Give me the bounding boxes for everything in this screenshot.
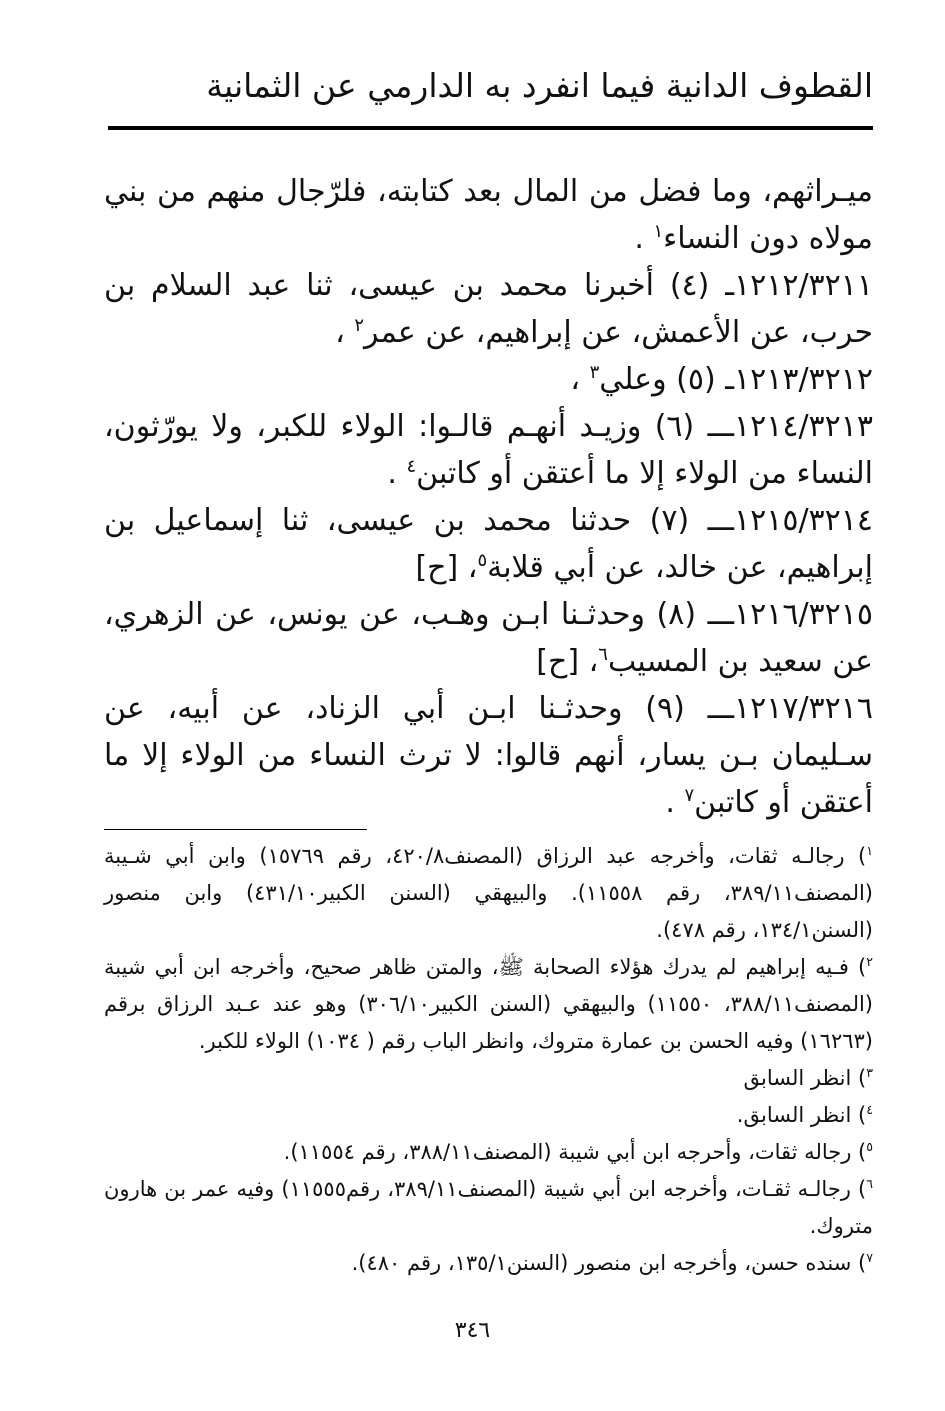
hadith-3215	[104, 591, 873, 685]
footnote-text: ) رجالـه ثقات، وأخرجه عبد الرزاق (المصنف٤٢٠/٨، رقم ١٥٧٦٩) وابن أبي شـيبة (المصنف٣٨٩/١١، رقم ١١٥٥٨). والبيهقي (السنن الكبير٤٣١/١٠) وابن منصور (السنن١٣٤/١، رقم ٤٧٨).	[104, 844, 873, 942]
running-header: القطوف الدانية فيما انفرد به الدارمي عن الثمانية	[206, 66, 873, 105]
footnote-ref: ٤	[406, 456, 417, 477]
paragraph-text: ١٢١٦/٣٢١٥ـــ (٨) وحدثـنا ابـن وهـب، عن يونس، عن الزهري، عن سعيد بن المسيب	[104, 597, 873, 679]
footnote-number: ٤	[866, 1102, 873, 1117]
footnote-text: ) انظر السابق.	[736, 1103, 867, 1127]
paragraph-text: ١٢١٣/٣٢١٢ـ (٥) وعلي	[599, 362, 873, 397]
footnote-6	[104, 1171, 873, 1245]
hadith-3213	[104, 403, 873, 497]
footnote-5	[104, 1134, 873, 1171]
paragraph-text: ١٢١٢/٣٢١١ـ (٤) أخبرنا محمد بن عيسى، ثنا عبد السلام بن حرب، عن الأعمش، عن إبراهيم، عن عمر	[104, 268, 874, 350]
paragraph-tail: ، [ح]	[536, 644, 599, 679]
footnote-1	[104, 838, 873, 949]
paragraph-tail: ،	[335, 315, 345, 350]
footnote-text: ) فـيه إبراهيم لم يدرك هؤلاء الصحابة ﷺ، والمتن ظاهر صحيح، وأخرجه ابن أبي شيبة (المصنف٣٨٨/١١، ١١٥٥٠) والبيهقي (السنن الكبير٣٠٦/١٠) وهو عند عـبد الرزاق برقم (١٦٢٦٣) وفيه الحسن بن عمارة متروك، وانظر الباب رقم ( ١٠٣٤) الولاء للكبر.	[104, 955, 873, 1053]
footnote-ref: ١	[653, 221, 664, 242]
footnote-number: ٧	[866, 1250, 873, 1265]
footnote-number: ٦	[866, 1176, 873, 1191]
paragraph-tail: .	[665, 785, 675, 820]
footnote-text: ) انظر السابق	[743, 1066, 867, 1090]
footnote-ref: ٦	[598, 644, 608, 665]
footnote-number: ٣	[866, 1065, 873, 1080]
footnotes	[104, 838, 873, 1282]
paragraph-text: ميـراثهم، وما فضل من المال بعد كتابته، فلرّجال منهم من بني مولاه دون النساء	[104, 174, 873, 256]
header-rule	[108, 126, 873, 130]
hadith-3212	[104, 356, 873, 403]
footnote-text: ) رجاله ثقات، وأحرجه ابن أبي شيبة (المصنف٣٨٨/١١، رقم ١١٥٥٤).	[283, 1140, 867, 1164]
hadith-3211	[104, 262, 873, 356]
footnote-4	[104, 1097, 873, 1134]
hadith-3214	[104, 497, 873, 591]
footnote-ref: ٢	[354, 315, 365, 336]
footnote-text: ) سنده حسن، وأخرجه ابن منصور (السنن١٣٥/١، رقم ٤٨٠).	[351, 1251, 867, 1275]
footnote-separator	[104, 829, 367, 830]
paragraph-text: ١٢١٥/٣٢١٤ـــ (٧) حدثنا محمد بن عيسى، ثنا إسماعيل بن إبراهيم، عن خالد، عن أبي قلابة	[104, 503, 874, 585]
footnote-ref: ٧	[684, 785, 695, 806]
page-number: ٣٤٦	[454, 1318, 491, 1343]
footnote-number: ١	[866, 843, 873, 858]
paragraph-1	[104, 168, 873, 262]
footnote-7	[104, 1245, 873, 1282]
main-text	[104, 168, 873, 826]
hadith-3216	[104, 685, 873, 826]
footnote-ref: ٣	[589, 362, 600, 383]
paragraph-tail: .	[387, 456, 397, 491]
footnote-3	[104, 1060, 873, 1097]
footnote-ref: ٥	[477, 550, 488, 571]
footnote-number: ٢	[866, 954, 873, 969]
footnote-number: ٥	[866, 1139, 873, 1154]
paragraph-tail: .	[634, 221, 644, 256]
paragraph-text: ١٢١٧/٣٢١٦ـــ (٩) وحدثـنا ابـن أبي الزناد، عن أبيه، عن سـليمان بـن يسار، أنهم قالوا: لا ترث النساء من الولاء إلا ما أعتقن أو كاتبن	[104, 691, 873, 820]
paragraph-tail: ، [ح]	[415, 550, 478, 585]
paragraph-tail: ،	[570, 362, 581, 397]
paragraph-text: ١٢١٤/٣٢١٣ـــ (٦) وزيـد أنهـم قالـوا: الولاء للكبر، ولا يورّثون، النساء من الولاء إلا ما أعتقن أو كاتبن	[104, 409, 874, 491]
footnote-text: ) رجالـه ثقـات، وأخرجه ابن أبي شيبة (المصنف٣٨٩/١١، رقم١١٥٥٥) وفيه عمر بن هارون متروك.	[104, 1177, 873, 1238]
footnote-2	[104, 949, 873, 1060]
